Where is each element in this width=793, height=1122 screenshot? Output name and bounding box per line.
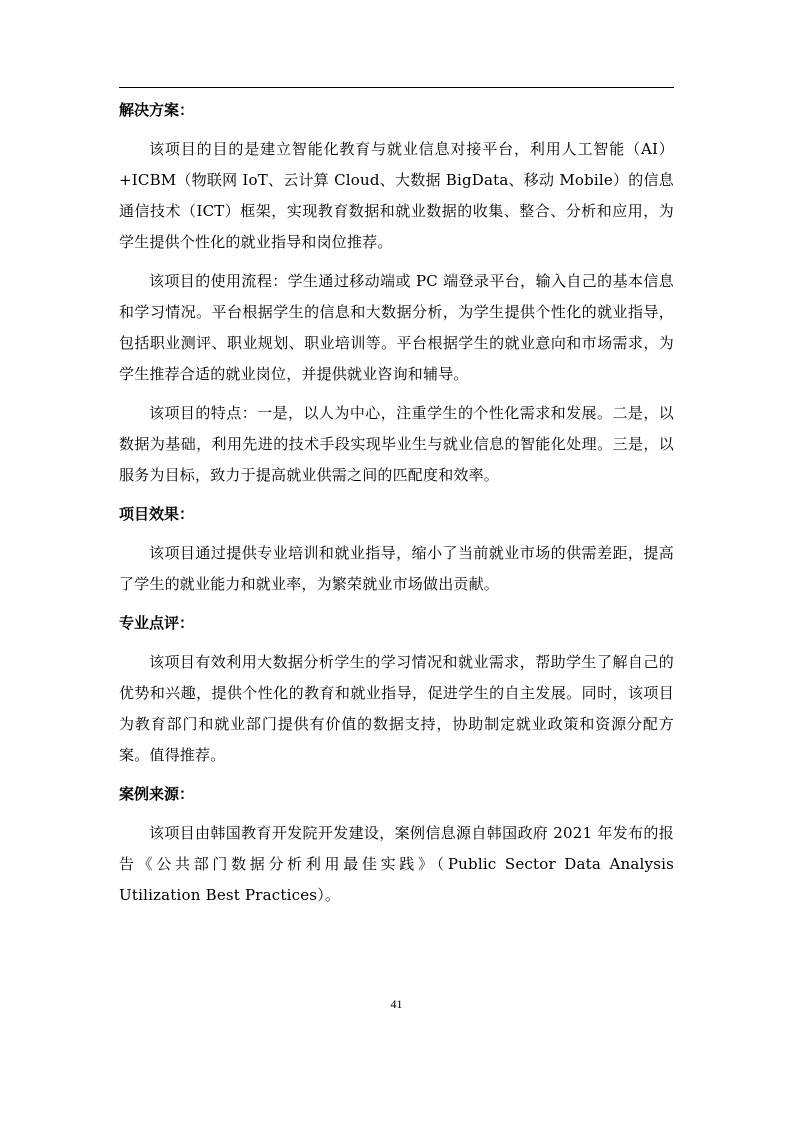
page-content bbox=[119, 95, 674, 919]
paragraph: 该项目的目的是建立智能化教育与就业信息对接平台，利用人工智能（AI）+ICBM（物联网 IoT、云计算 Cloud、大数据 BigData、移动 Mobile）的信息通信技术（ICT）框架，实现教育数据和就业数据的收集、整合、分析和应用，为学生提供个性化的就业指导和岗位推荐。 bbox=[119, 140, 674, 251]
section-heading: 解决方案： bbox=[119, 101, 195, 119]
paragraph: 该项目的使用流程：学生通过移动端或 PC 端登录平台，输入自己的基本信息和学习情况。平台根据学生的信息和大数据分析，为学生提供个性化的就业指导，包括职业测评、职业规划、职业培训等。平台根据学生的就业意向和市场需求，为学生推荐合适的就业岗位，并提供就业咨询和辅导。 bbox=[119, 272, 674, 383]
section-review bbox=[119, 608, 674, 771]
section-heading: 项目效果： bbox=[119, 505, 195, 523]
section-source bbox=[119, 779, 674, 911]
paragraph: 该项目通过提供专业培训和就业指导，缩小了当前就业市场的供需差距，提高了学生的就业能力和就业率，为繁荣就业市场做出贡献。 bbox=[119, 544, 674, 593]
page-number: 41 bbox=[390, 997, 403, 1011]
section-effect bbox=[119, 499, 674, 600]
paragraph: 该项目的特点：一是，以人为中心，注重学生的个性化需求和发展。二是，以数据为基础，利用先进的技术手段实现毕业生与就业信息的智能化处理。三是，以服务为目标，致力于提高就业供需之间的匹配度和效率。 bbox=[119, 404, 674, 484]
section-heading: 案例来源： bbox=[119, 785, 195, 803]
paragraph: 该项目由韩国教育开发院开发建设，案例信息源自韩国政府 2021 年发布的报告《公共部门数据分析利用最佳实践》（Public Sector Data Analysis Utilization Best Practices）。 bbox=[119, 824, 674, 904]
section-heading: 专业点评： bbox=[119, 614, 195, 632]
section-solution bbox=[119, 95, 674, 491]
header-rule bbox=[119, 87, 674, 88]
paragraph: 该项目有效利用大数据分析学生的学习情况和就业需求，帮助学生了解自己的优势和兴趣，提供个性化的教育和就业指导，促进学生的自主发展。同时，该项目为教育部门和就业部门提供有价值的数据支持，协助制定就业政策和资源分配方案。值得推荐。 bbox=[119, 653, 674, 764]
